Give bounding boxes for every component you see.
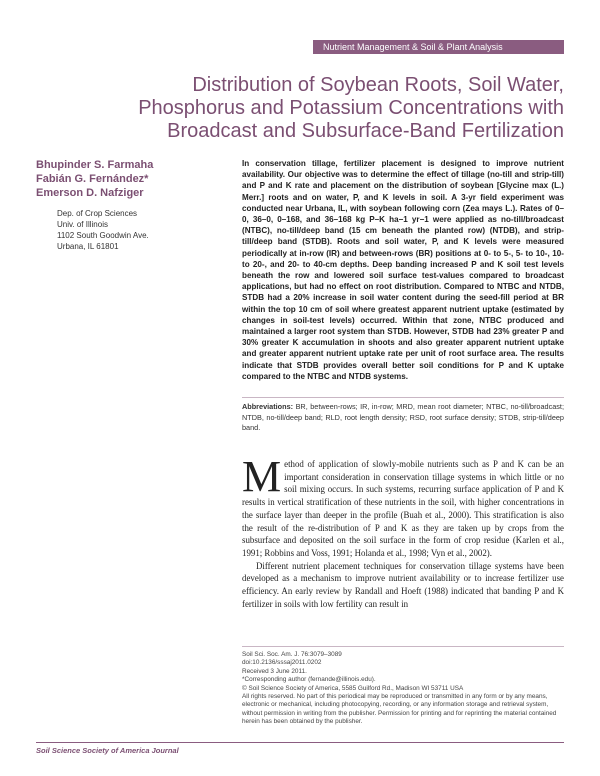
article-title: Distribution of Soybean Roots, Soil Water, Phosphorus and Potassium Concentrations with Broadcast and Subsurface-Band Fertilization <box>138 74 564 142</box>
rights-statement: All rights reserved. No part of this periodical may be reproduced or transmitted in any form or by any means, electronic or mechanical, including photocopying, recording, or any information storage and retrieval system, without permission in writing from the publisher. Permission for printing and for reprinting the material contained herein has been obtained by the publisher. <box>242 693 557 726</box>
corresponding-author: *Corresponding author (fernande@illinois.edu). <box>242 676 376 684</box>
author-name: Bhupinder S. Farmaha <box>36 159 154 171</box>
affiliation-line: Dep. of Crop Sciences <box>57 209 138 218</box>
author-name: Emerson D. Nafziger <box>36 187 144 199</box>
received-date: Received 3 June 2011. <box>242 667 307 675</box>
affiliation-line: Univ. of Illinois <box>57 220 108 229</box>
section-band: Nutrient Management & Soil & Plant Analysis <box>313 40 564 54</box>
drop-cap: M <box>242 452 282 501</box>
body-paragraph: Different nutrient placement techniques for conservation tillage systems have been developed as a mechanism to improve nutrient availability or to increase fertilizer use efficiency. An early review by Randall and Hoeft (1988) indicated that banding P and K fertilizer in soils with low fertility can result in <box>242 560 564 609</box>
copyright: © Soil Science Society of America, 5585 Guilford Rd., Madison WI 53711 USA <box>242 684 464 692</box>
affiliation <box>57 208 227 252</box>
abbreviations-label: Abbreviations: <box>242 402 294 411</box>
affiliation-line: 1102 South Goodwin Ave. <box>57 231 149 240</box>
abstract: In conservation tillage, fertilizer placement is designed to improve nutrient availability. Our objective was to determine the effect of tillage (no-till and strip-till) and P and K rate and placement on the distribution of soybean [Glycine max (L.) Merr.] roots and on water, P, and K levels in soil. A 3-yr field experiment was conducted near Urbana, IL, with soybean following corn (Zea mays L.). Rates of 0–0, 36–0, 0–168, and 36–168 kg P–K ha−1 yr−1 were applied as no-till/broadcast (NTBC), no-till/deep band (15 cm beneath the planted row) (NTDB), and strip-till/deep band (STDB). Roots and soil water, P, and K levels were measured periodically at in-row (IR) and between-rows (BR) positions at 0- to 5-, 5- to 10-, 10- to 20-, and 20- to 40-cm depths. Deep banding increased P and K soil test levels beneath the row and lowered soil surface test-values compared to broadcast applications, but had no effect on root distribution. Compared to NTBC and NTDB, STDB had a 20% increase in soil water content during the seed-fill period at BR within the top 10 cm of soil where greatest apparent nutrient uptake (estimated by changes in soil-test levels) occurred. Within that zone, NTBC produced and maintained a larger root system than STDB. However, STDB had 23% greater P and 30% greater K accumulation in shoots and also greater apparent nutrient uptake and greater apparent nutrient uptake rate per unit of root surface area. The results indicate that STDB provides overall better soil conditions for P and K uptake compared to the NTBC and NTDB systems. <box>242 159 564 381</box>
journal-footer: Soil Science Society of America Journal <box>36 742 564 755</box>
footnote-block <box>242 646 564 727</box>
abbreviations <box>242 397 564 434</box>
paragraph-text: ethod of application of slowly-mobile nutrients such as P and K can be an important consideration in conservation tillage systems in which little or no soil mixing occurs. In such systems, recurring surface application of P and K results in vertical stratification of these nutrients in the soil, with higher concentrations in the surface layer than deeper in the profile (Buah et al., 2000). This stratification is also the result of the re-distribution of P and K as they are taken up by crops from the subsurface and deposited on the soil surface in the form of crop residue (Karlen et al., 1991; Robbins and Voss, 1991; Holanda et al., 1998; Vyn et al., 2002). <box>242 459 564 558</box>
abbreviations-text: BR, between-rows; IR, in-row; MRD, mean root diameter; NTBC, no-till/broadcast; NTDB, no-till/deep band; RLD, root length density; RSD, root surface density; STDB, strip-till/deep band. <box>242 402 564 432</box>
body-paragraph <box>242 452 564 560</box>
affiliation-line: Urbana, IL 61801 <box>57 242 119 251</box>
author-name: Fabián G. Fernández* <box>36 173 149 185</box>
author-list <box>36 158 236 200</box>
citation: Soil Sci. Soc. Am. J. 76:3079–3089 <box>242 651 342 658</box>
doi: doi:10.2136/sssaj2011.0202 <box>242 659 322 667</box>
body-text <box>242 452 564 610</box>
